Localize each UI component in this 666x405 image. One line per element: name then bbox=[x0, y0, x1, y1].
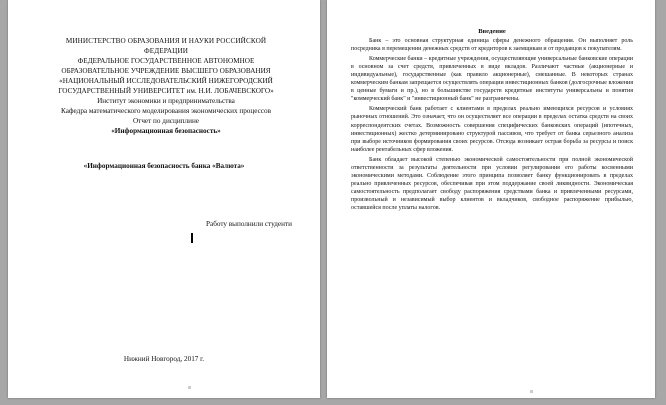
discipline-name: «Информационная безопасность» bbox=[111, 127, 221, 135]
ministry-line-2: ФЕДЕРАЦИИ bbox=[143, 47, 189, 55]
report-topic: «Информационная безопасность банка «Валюта» bbox=[83, 162, 245, 170]
paragraph-4: Банк обладает высокой степенью экономической самостоятельности при полной экономической ответственности за результаты деятельности при условии регулирования его работы косвенными экономическими методами. Соблюдение этого принципа позволяет банку функционировать в пределах реально привлеченных ресурсов, обеспечивая при этом поддержание своей ликвидности. Экономическая самостоятельность предполагает свободу распоряжения средствами банка и привлеченными ресурсами, произвольный и независимый выбор клиентов и вкладчиков, свободное распоряжение прибылью, оставшейся после уплаты налогов. bbox=[351, 156, 633, 211]
page-number-mark bbox=[188, 386, 191, 389]
report-label: Отчет по дисциплине bbox=[132, 117, 199, 125]
university-line-4: ГОСУДАРСТВЕННЫЙ УНИВЕРСИТЕТ им. Н.И. ЛОБАЧЕВСКОГО» bbox=[58, 87, 274, 95]
performed-by-label: Работу выполнили студенти bbox=[206, 220, 292, 228]
university-line-1: ФЕДЕРАЛЬНОЕ ГОСУДАРСТВЕННОЕ АВТОНОМНОЕ bbox=[77, 57, 255, 65]
title-block bbox=[40, 36, 292, 136]
page-number-mark bbox=[530, 390, 533, 393]
department-name: Кафедра математического моделирования экономических процессов bbox=[61, 107, 271, 115]
title-page bbox=[8, 0, 320, 398]
introduction-content bbox=[351, 28, 633, 214]
university-line-3: «НАЦИОНАЛЬНЫЙ ИССЛЕДОВАТЕЛЬСКИЙ НИЖЕГОРОДСКИЙ bbox=[59, 77, 273, 85]
text-cursor[interactable] bbox=[191, 233, 193, 243]
paragraph-1: Банк – это основная структурная единица сферы денежного обращения. Он выполняет роль посредника в перемещении денежных средств от кредиторов к заемщикам и от продавцов к покупателям. bbox=[351, 38, 633, 53]
paragraph-2: Коммерческие банки – кредитные учреждения, осуществляющие универсальные банковские операции в основном за счет средств, привлеченных в виде вкладов. Различают частные (акционерные и индивидуальные), государственные (как правило акционерные), смешанные. В некоторых странах коммерческим банкам запрещается осуществлять операции инвестиционных банков (долгосрочные вложения в ценные бумаги и пр.), но в большинстве государств кредитные институты универсальны и понятия "коммерческий банк" и "инвестиционный банк" не разграничены. bbox=[351, 56, 633, 103]
introduction-heading: Введение bbox=[478, 28, 506, 35]
city-year: Нижний Новгород, 2017 г. bbox=[123, 355, 205, 363]
paragraph-3: Коммерческий банк работает с клиентами в пределах реально имеющихся ресурсов и условиях рыночных отношений. Это означает, что он осуществляет все операции в пределах остатка средств на своих корреспондентских счетах. Возможность совершения специфических банковских операций (ипотечных, инвестиционных) жестко детерминировано структурой пассивов, что требует от банка серьезного анализа при выборе источников формирования своих ресурсов. Отсюда возникает острая борьба за ресурсы и поиск наиболее рентабельных сфер вложения. bbox=[351, 106, 633, 153]
university-line-2: ОБРАЗОВАТЕЛЬНОЕ УЧРЕЖДЕНИЕ ВЫСШЕГО ОБРАЗОВАНИЯ bbox=[61, 67, 271, 75]
introduction-page bbox=[327, 0, 655, 398]
institute-name: Институт экономики и предпринимательства bbox=[97, 97, 235, 105]
ministry-line-1: МИНИСТЕРСТВО ОБРАЗОВАНИЯ И НАУКИ РОССИЙСКОЙ bbox=[65, 37, 267, 45]
